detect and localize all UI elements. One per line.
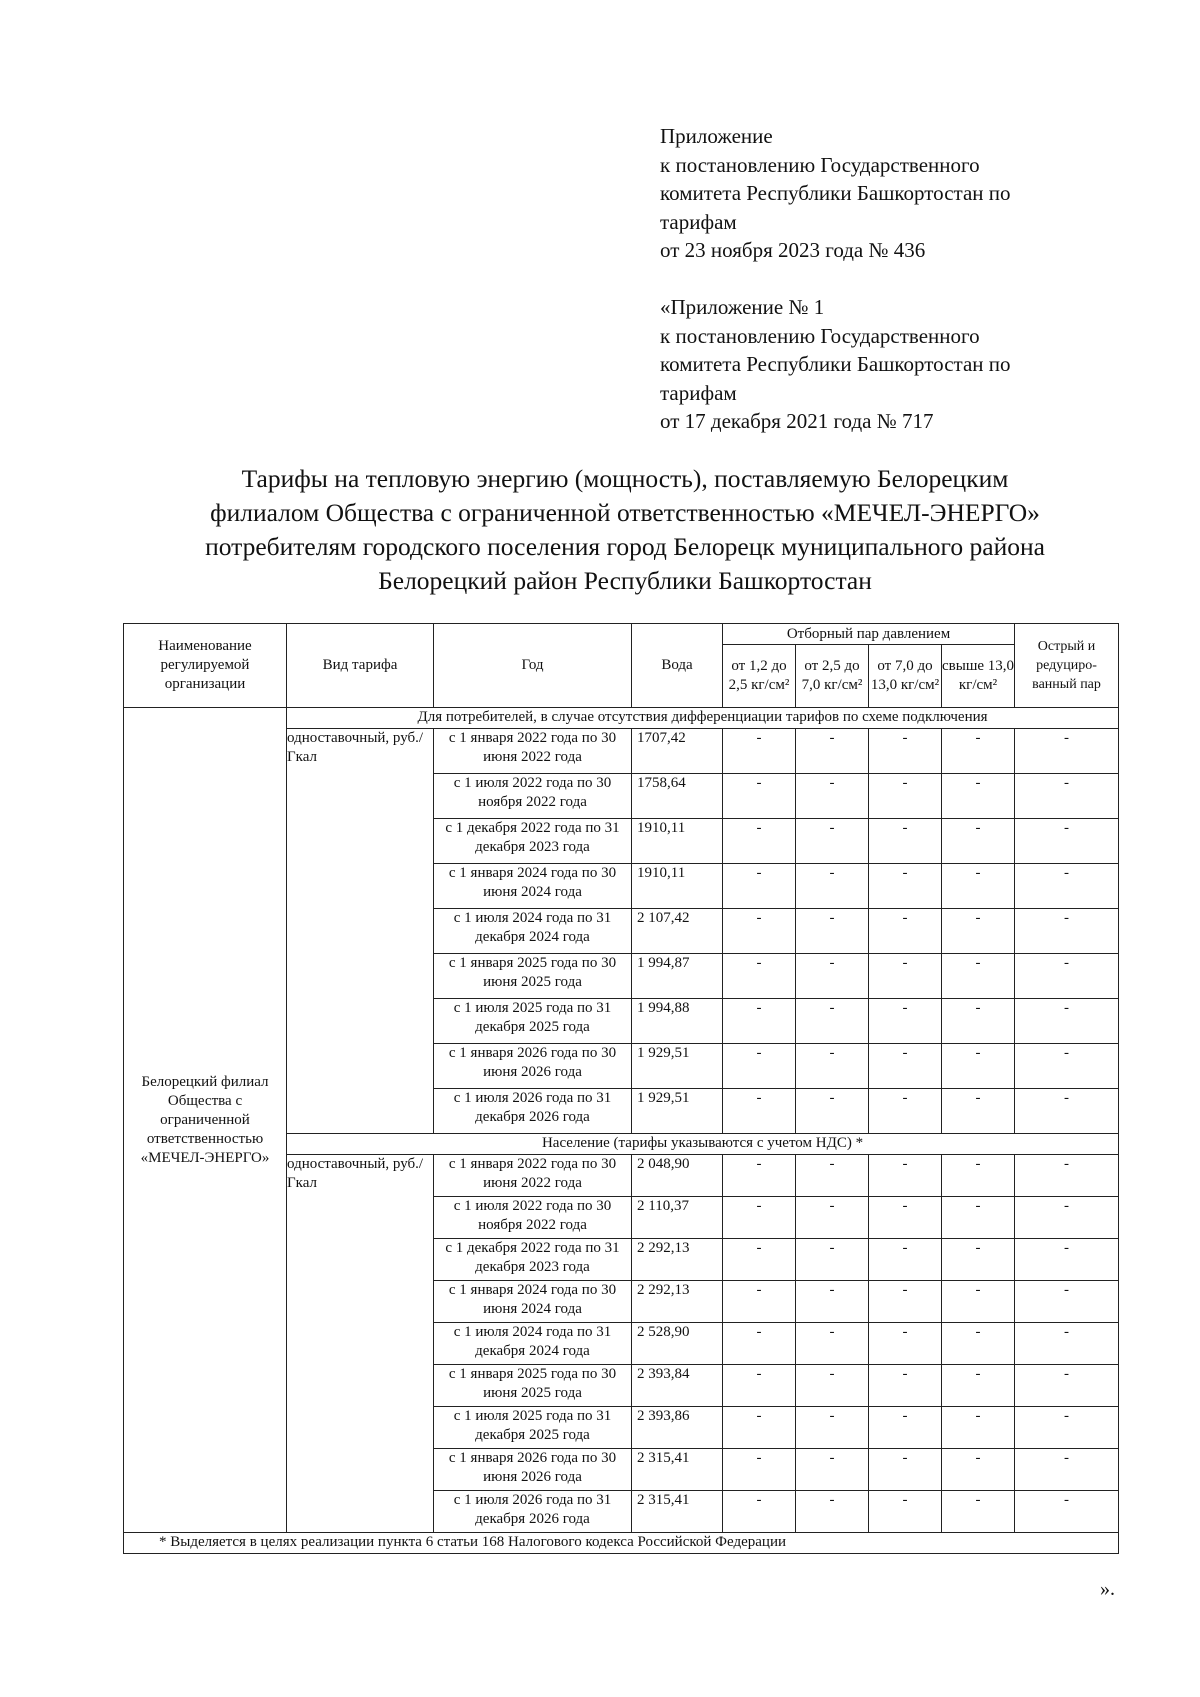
header-org: Наименование регулируемой организации — [124, 624, 287, 708]
appendix-line: от 17 декабря 2021 года № 717 — [660, 409, 934, 433]
water-tariff-cell: 1 929,51 — [632, 1044, 723, 1089]
water-tariff-cell: 2 292,13 — [632, 1239, 723, 1281]
empty-value-cell: - — [796, 1155, 869, 1197]
empty-value-cell: - — [723, 819, 796, 864]
water-tariff-cell: 2 110,37 — [632, 1197, 723, 1239]
empty-value-cell: - — [1015, 1407, 1119, 1449]
empty-value-cell: - — [723, 1089, 796, 1134]
period-cell: с 1 декабря 2022 года по 31 декабря 2023 года — [434, 1239, 632, 1281]
empty-value-cell: - — [942, 1407, 1015, 1449]
empty-value-cell: - — [1015, 819, 1119, 864]
empty-value-cell: - — [942, 999, 1015, 1044]
empty-value-cell: - — [723, 1365, 796, 1407]
appendix-current-reference — [660, 122, 1100, 265]
empty-value-cell: - — [869, 729, 942, 774]
period-cell: с 1 июля 2024 года по 31 декабря 2024 года — [434, 909, 632, 954]
empty-value-cell: - — [796, 999, 869, 1044]
empty-value-cell: - — [723, 1323, 796, 1365]
empty-value-cell: - — [796, 819, 869, 864]
empty-value-cell: - — [942, 1281, 1015, 1323]
empty-value-cell: - — [869, 1044, 942, 1089]
water-tariff-cell: 2 315,41 — [632, 1491, 723, 1533]
empty-value-cell: - — [1015, 999, 1119, 1044]
tariff-type: одноставочный, руб./Гкал — [287, 729, 434, 1134]
appendix-line: тарифам — [660, 380, 737, 405]
empty-value-cell: - — [723, 774, 796, 819]
water-tariff-cell: 1707,42 — [632, 729, 723, 774]
empty-value-cell: - — [1015, 729, 1119, 774]
empty-value-cell: - — [796, 1197, 869, 1239]
empty-value-cell: - — [723, 1155, 796, 1197]
empty-value-cell: - — [869, 1239, 942, 1281]
period-cell: с 1 января 2025 года по 30 июня 2025 года — [434, 1365, 632, 1407]
header-tariff-type: Вид тарифа — [287, 624, 434, 708]
water-tariff-cell: 2 107,42 — [632, 909, 723, 954]
empty-value-cell: - — [723, 1281, 796, 1323]
empty-value-cell: - — [869, 1197, 942, 1239]
period-cell: с 1 января 2026 года по 30 июня 2026 года — [434, 1044, 632, 1089]
empty-value-cell: - — [1015, 1239, 1119, 1281]
appendix-line: «Приложение № 1 — [660, 295, 825, 319]
document-title — [120, 462, 1130, 598]
empty-value-cell: - — [869, 1323, 942, 1365]
empty-value-cell: - — [796, 1239, 869, 1281]
period-cell: с 1 января 2025 года по 30 июня 2025 года — [434, 954, 632, 999]
empty-value-cell: - — [723, 909, 796, 954]
empty-value-cell: - — [723, 999, 796, 1044]
period-cell: с 1 июля 2026 года по 31 декабря 2026 года — [434, 1491, 632, 1533]
period-cell: с 1 июля 2026 года по 31 декабря 2026 года — [434, 1089, 632, 1134]
empty-value-cell: - — [723, 864, 796, 909]
period-cell: с 1 июля 2025 года по 31 декабря 2025 года — [434, 999, 632, 1044]
empty-value-cell: - — [942, 819, 1015, 864]
tariff-type: одноставочный, руб./Гкал — [287, 1155, 434, 1533]
empty-value-cell: - — [869, 954, 942, 999]
empty-value-cell: - — [1015, 1044, 1119, 1089]
header-steam-4: свыше 13,0 кг/см² — [942, 645, 1015, 708]
empty-value-cell: - — [942, 1323, 1015, 1365]
title-line: Белорецкий район Республики Башкортостан — [378, 566, 872, 595]
water-tariff-cell: 1 994,87 — [632, 954, 723, 999]
header-steam-group: Отборный пар давлением — [723, 624, 1015, 645]
empty-value-cell: - — [796, 1089, 869, 1134]
empty-value-cell: - — [1015, 909, 1119, 954]
period-cell: с 1 июля 2024 года по 31 декабря 2024 года — [434, 1323, 632, 1365]
appendix-line: от 23 ноября 2023 года № 436 — [660, 238, 926, 262]
header-year: Год — [434, 624, 632, 708]
empty-value-cell: - — [942, 954, 1015, 999]
empty-value-cell: - — [1015, 1197, 1119, 1239]
period-cell: с 1 января 2022 года по 30 июня 2022 года — [434, 1155, 632, 1197]
water-tariff-cell: 1910,11 — [632, 864, 723, 909]
water-tariff-cell: 2 393,84 — [632, 1365, 723, 1407]
empty-value-cell: - — [942, 1239, 1015, 1281]
period-cell: с 1 июля 2022 года по 30 ноября 2022 года — [434, 774, 632, 819]
title-line: филиалом Общества с ограниченной ответственностью «МЕЧЕЛ-ЭНЕРГО» — [210, 498, 1040, 527]
section-title: Население (тарифы указываются с учетом НДС) * — [287, 1134, 1119, 1155]
empty-value-cell: - — [796, 909, 869, 954]
empty-value-cell: - — [869, 1407, 942, 1449]
empty-value-cell: - — [869, 774, 942, 819]
header-sharp-steam: Острый и редуциро-ванный пар — [1015, 624, 1119, 708]
empty-value-cell: - — [796, 729, 869, 774]
empty-value-cell: - — [1015, 1281, 1119, 1323]
empty-value-cell: - — [796, 954, 869, 999]
empty-value-cell: - — [869, 909, 942, 954]
empty-value-cell: - — [942, 1365, 1015, 1407]
water-tariff-cell: 1758,64 — [632, 774, 723, 819]
empty-value-cell: - — [942, 1197, 1015, 1239]
period-cell: с 1 июля 2025 года по 31 декабря 2025 года — [434, 1407, 632, 1449]
empty-value-cell: - — [1015, 1089, 1119, 1134]
appendix-line: комитета Республики Башкортостан по — [660, 352, 1011, 376]
water-tariff-cell: 2 292,13 — [632, 1281, 723, 1323]
water-tariff-cell: 1910,11 — [632, 819, 723, 864]
empty-value-cell: - — [1015, 954, 1119, 999]
appendix-line: комитета Республики Башкортостан по — [660, 181, 1011, 205]
empty-value-cell: - — [869, 1449, 942, 1491]
empty-value-cell: - — [1015, 864, 1119, 909]
empty-value-cell: - — [796, 1044, 869, 1089]
header-steam-1: от 1,2 до 2,5 кг/см² — [723, 645, 796, 708]
header-steam-2: от 2,5 до 7,0 кг/см² — [796, 645, 869, 708]
empty-value-cell: - — [1015, 774, 1119, 819]
empty-value-cell: - — [869, 1281, 942, 1323]
empty-value-cell: - — [723, 1239, 796, 1281]
empty-value-cell: - — [796, 774, 869, 819]
table-body — [124, 708, 1119, 1554]
appendix-line: Приложение — [660, 124, 773, 148]
empty-value-cell: - — [723, 1044, 796, 1089]
empty-value-cell: - — [1015, 1155, 1119, 1197]
title-line: потребителям городского поселения город Белорецк муниципального района — [205, 532, 1045, 561]
empty-value-cell: - — [796, 1365, 869, 1407]
period-cell: с 1 января 2024 года по 30 июня 2024 года — [434, 864, 632, 909]
empty-value-cell: - — [796, 1449, 869, 1491]
empty-value-cell: - — [942, 729, 1015, 774]
empty-value-cell: - — [869, 1089, 942, 1134]
appendix-original-reference — [660, 293, 1100, 436]
header-steam-3: от 7,0 до 13,0 кг/см² — [869, 645, 942, 708]
water-tariff-cell: 1 994,88 — [632, 999, 723, 1044]
empty-value-cell: - — [942, 864, 1015, 909]
empty-value-cell: - — [869, 1155, 942, 1197]
empty-value-cell: - — [796, 1491, 869, 1533]
footnote: * Выделяется в целях реализации пункта 6 статьи 168 Налогового кодекса Российской Федерации — [124, 1533, 1119, 1554]
empty-value-cell: - — [723, 729, 796, 774]
empty-value-cell: - — [942, 1449, 1015, 1491]
water-tariff-cell: 2 393,86 — [632, 1407, 723, 1449]
empty-value-cell: - — [869, 1365, 942, 1407]
empty-value-cell: - — [723, 1407, 796, 1449]
empty-value-cell: - — [1015, 1323, 1119, 1365]
appendix-line: к постановлению Государственного — [660, 152, 980, 177]
empty-value-cell: - — [1015, 1365, 1119, 1407]
empty-value-cell: - — [942, 909, 1015, 954]
closing-quote: ». — [1100, 1578, 1115, 1600]
title-line: Тарифы на тепловую энергию (мощность), поставляемую Белорецким — [241, 464, 1009, 493]
empty-value-cell: - — [796, 1323, 869, 1365]
empty-value-cell: - — [1015, 1491, 1119, 1533]
organization-name: Белорецкий филиал Общества с ограниченной ответственностью «МЕЧЕЛ-ЭНЕРГО» — [124, 708, 287, 1533]
period-cell: с 1 января 2024 года по 30 июня 2024 года — [434, 1281, 632, 1323]
empty-value-cell: - — [869, 1491, 942, 1533]
empty-value-cell: - — [869, 819, 942, 864]
empty-value-cell: - — [723, 1197, 796, 1239]
tariff-table — [123, 623, 1119, 1554]
empty-value-cell: - — [796, 1281, 869, 1323]
appendix-line: к постановлению Государственного — [660, 323, 980, 348]
empty-value-cell: - — [723, 1491, 796, 1533]
empty-value-cell: - — [723, 1449, 796, 1491]
empty-value-cell: - — [942, 1044, 1015, 1089]
period-cell: с 1 декабря 2022 года по 31 декабря 2023 года — [434, 819, 632, 864]
empty-value-cell: - — [942, 1089, 1015, 1134]
water-tariff-cell: 2 528,90 — [632, 1323, 723, 1365]
section-title: Для потребителей, в случае отсутствия дифференциации тарифов по схеме подключения — [287, 708, 1119, 729]
empty-value-cell: - — [942, 774, 1015, 819]
period-cell: с 1 января 2022 года по 30 июня 2022 года — [434, 729, 632, 774]
empty-value-cell: - — [942, 1155, 1015, 1197]
header-water: Вода — [632, 624, 723, 708]
water-tariff-cell: 2 048,90 — [632, 1155, 723, 1197]
empty-value-cell: - — [942, 1491, 1015, 1533]
empty-value-cell: - — [869, 864, 942, 909]
empty-value-cell: - — [1015, 1449, 1119, 1491]
empty-value-cell: - — [723, 954, 796, 999]
period-cell: с 1 января 2026 года по 30 июня 2026 года — [434, 1449, 632, 1491]
empty-value-cell: - — [869, 999, 942, 1044]
appendix-line: тарифам — [660, 209, 737, 234]
water-tariff-cell: 1 929,51 — [632, 1089, 723, 1134]
water-tariff-cell: 2 315,41 — [632, 1449, 723, 1491]
empty-value-cell: - — [796, 1407, 869, 1449]
period-cell: с 1 июля 2022 года по 30 ноября 2022 года — [434, 1197, 632, 1239]
empty-value-cell: - — [796, 864, 869, 909]
